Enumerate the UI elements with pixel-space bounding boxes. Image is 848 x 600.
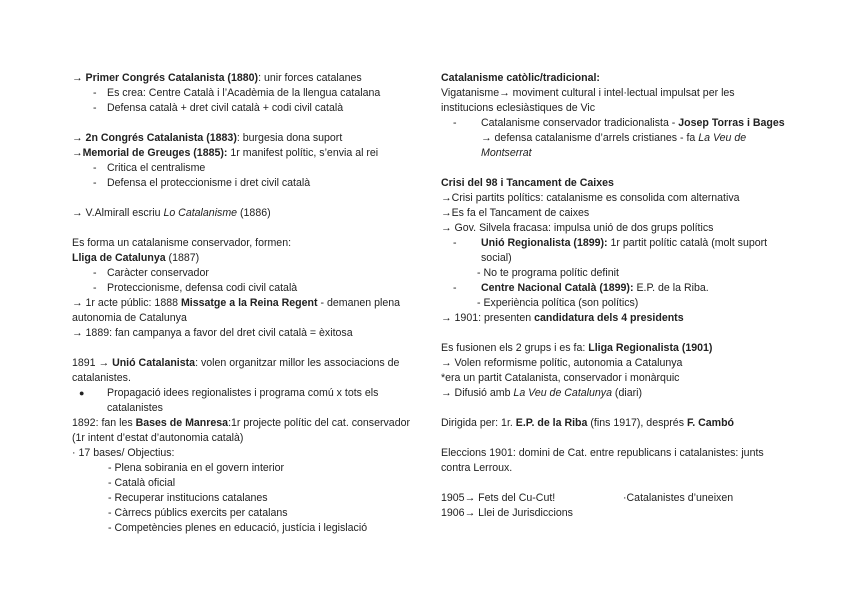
dash-marker: - [93,177,97,189]
fusion-line: Es fusionen els 2 grups i es fa: Lliga Regionalista (1901) [441,342,713,354]
list-item: - Es crea: Centre Català i l’Acadèmia de la llengua catalana [93,87,381,99]
dash-marker: - [453,282,457,294]
dash-marker: - [453,237,457,249]
tancament-line: →Es fa el Tancament de caixes [441,207,590,219]
campaign-line: → 1889: fan campanya a favor del dret civil català = èxitosa [72,327,353,339]
list-item: - Defensa el proteccionisme i dret civil català [93,177,311,189]
first-congress-line [72,71,422,86]
almirall-line: → V.Almirall escriu Lo Catalanisme (1886) [72,207,271,219]
arrow-icon: → [72,132,86,144]
lliga-catalunya-line: Lliga de Catalunya (1887) [72,252,200,264]
crisis-heading: Crisi del 98 i Tancament de Caixes [441,177,614,189]
left-column [72,71,422,536]
difusio-line: → Difusió amb La Veu de Catalunya (diari) [441,387,643,399]
list-item: ● Propagació idees regionalistes i programa comú x tots els catalanistes [79,387,379,414]
right-column [441,71,786,521]
list-item: - Experiència política (son polítics) [477,297,639,309]
dash-marker: - [93,267,97,279]
list-item: - No te programa polític definit [477,267,619,279]
first-congress-desc: : unir forces catalanes [258,72,362,84]
crisis-line: →Crisi partits polítics: catalanisme es consolida com alternativa [441,192,740,204]
dash-marker: - [453,117,457,129]
jurisdiccions-line: 1906→ Llei de Jurisdiccions [441,507,573,519]
candidatura-line: → 1901: presenten candidatura dels 4 presidents [441,312,684,324]
memorial-greuges-line: →Memorial de Greuges (1885): 1r manifest polític, s’envia al rei [72,147,379,159]
first-congress-title: Primer Congrés Catalanista (1880) [85,72,259,84]
list-item: - Recuperar institucions catalanes [108,492,268,504]
list-item: - Competències plenes en educació, justícia i legislació [108,522,368,534]
list-item: - Catalanisme conservador tradicionalista - Josep Torras i Bages → defensa catalanisme d’arrels cristianes - fa La Veu de Montserrat [453,117,785,159]
list-item: - Defensa català + dret civil català + codi civil català [93,102,344,114]
list-item: - Centre Nacional Català (1899): E.P. de la Riba. [453,282,709,294]
bullet-icon: ● [79,388,85,398]
arrow-icon: → [72,147,83,159]
list-item: - Català oficial [108,477,176,489]
list-item: - Proteccionisme, defensa codi civil català [93,282,298,294]
list-item: - Plena sobirania en el govern interior [108,462,285,474]
reformisme-line: → Volen reformisme polític, autonomia a Catalunya [441,357,683,369]
bases-manresa-line: 1892: fan les Bases de Manresa:1r projecte polític del cat. conservador (1r intent d’estat d’autonomia català) [72,417,411,444]
vigatanisme-line: Vigatanisme→ moviment cultural i intel·lectual impulsat per les institucions eclesiàstiques de Vic [441,87,735,114]
unio-catalanista-line: 1891 → Unió Catalanista: volen organitzar millor les associacions de catalanistes. [72,357,400,384]
party-note-line: *era un partit Catalanista, conservador i monàrquic [441,372,680,384]
conservative-line: Es forma un catalanisme conservador, formen: [72,237,292,249]
dirigida-line: Dirigida per: 1r. E.P. de la Riba (fins 1917), després F. Cambó [441,417,735,429]
dash-marker: - [93,102,97,114]
list-item: - Critica el centralisme [93,162,206,174]
dash-marker: - [93,282,97,294]
dash-marker: - [93,162,97,174]
cucut-line: 1905→ Fets del Cu-Cut! ·Catalanistes d’uneixen [441,492,734,504]
objectives-heading: · 17 bases/ Objectius: [72,447,175,459]
first-act-line: → 1r acte públic: 1888 Missatge a la Reina Regent - demanen plena autonomia de Catalunya [72,297,401,324]
list-item: - Càrrecs públics exercits per catalans [108,507,288,519]
elections-line: Eleccions 1901: domini de Cat. entre republicans i catalanistes: junts contra Lerroux. [441,447,764,474]
book-title: Lo Catalanisme [163,207,238,219]
silvela-line: → Gov. Silvela fracasa: impulsa unió de dos grups polítics [441,222,714,234]
arrow-icon: → [72,72,86,84]
catholic-heading: Catalanisme catòlic/tradicional: [441,72,600,84]
dash-marker: - [93,87,97,99]
list-item: - Unió Regionalista (1899): 1r partit polític català (molt suport social) [453,237,768,264]
second-congress-line: → 2n Congrés Catalanista (1883): burgesia dona suport [72,132,343,144]
list-item: - Caràcter conservador [93,267,209,279]
